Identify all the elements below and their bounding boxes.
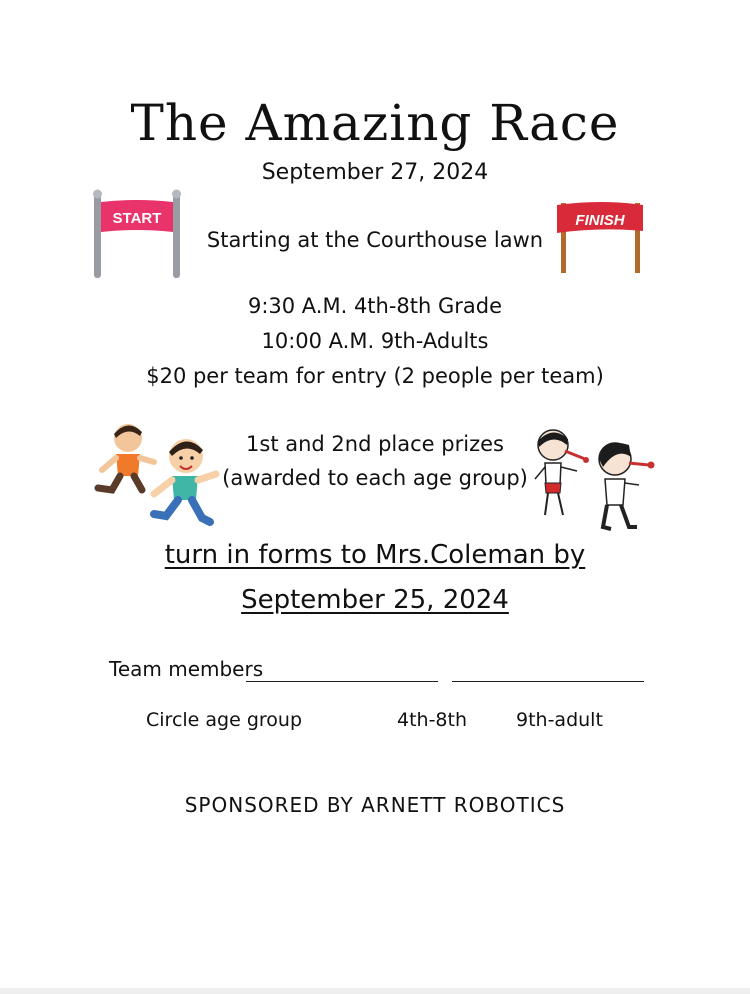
prizes-line-1: 1st and 2nd place prizes — [246, 432, 504, 456]
sponsor-text: SPONSORED BY ARNETT ROBOTICS — [184, 793, 566, 817]
schedule-line-1: 9:30 A.M. 4th-8th Grade — [247, 294, 503, 318]
page-title: The Amazing Race — [130, 94, 620, 152]
team-member-2-field[interactable] — [452, 681, 644, 682]
age-option-4th-8th[interactable]: 4th-8th — [397, 709, 468, 731]
circle-age-group-label: Circle age group — [146, 709, 303, 731]
team-member-1-field[interactable] — [246, 681, 438, 682]
location-text: Starting at the Courthouse lawn — [206, 228, 544, 252]
page-bottom-edge — [0, 988, 750, 994]
start-banner-text: START — [112, 210, 162, 227]
deadline-line-1: turn in forms to Mrs.Coleman by — [164, 540, 586, 570]
prizes-line-2: (awarded to each age group) — [222, 466, 528, 490]
schedule-line-2: 10:00 A.M. 9th-Adults — [261, 329, 489, 353]
deadline-date: September 25, 2024 — [241, 585, 509, 615]
age-option-9th-adult[interactable]: 9th-adult — [516, 709, 603, 731]
finish-banner-text: FINISH — [575, 212, 625, 229]
blowing-party-horn-icon — [533, 423, 658, 535]
entry-fee-line: $20 per team for entry (2 people per team) — [146, 364, 604, 388]
team-members-label: Team members — [109, 657, 264, 681]
event-date: September 27, 2024 — [261, 160, 489, 185]
